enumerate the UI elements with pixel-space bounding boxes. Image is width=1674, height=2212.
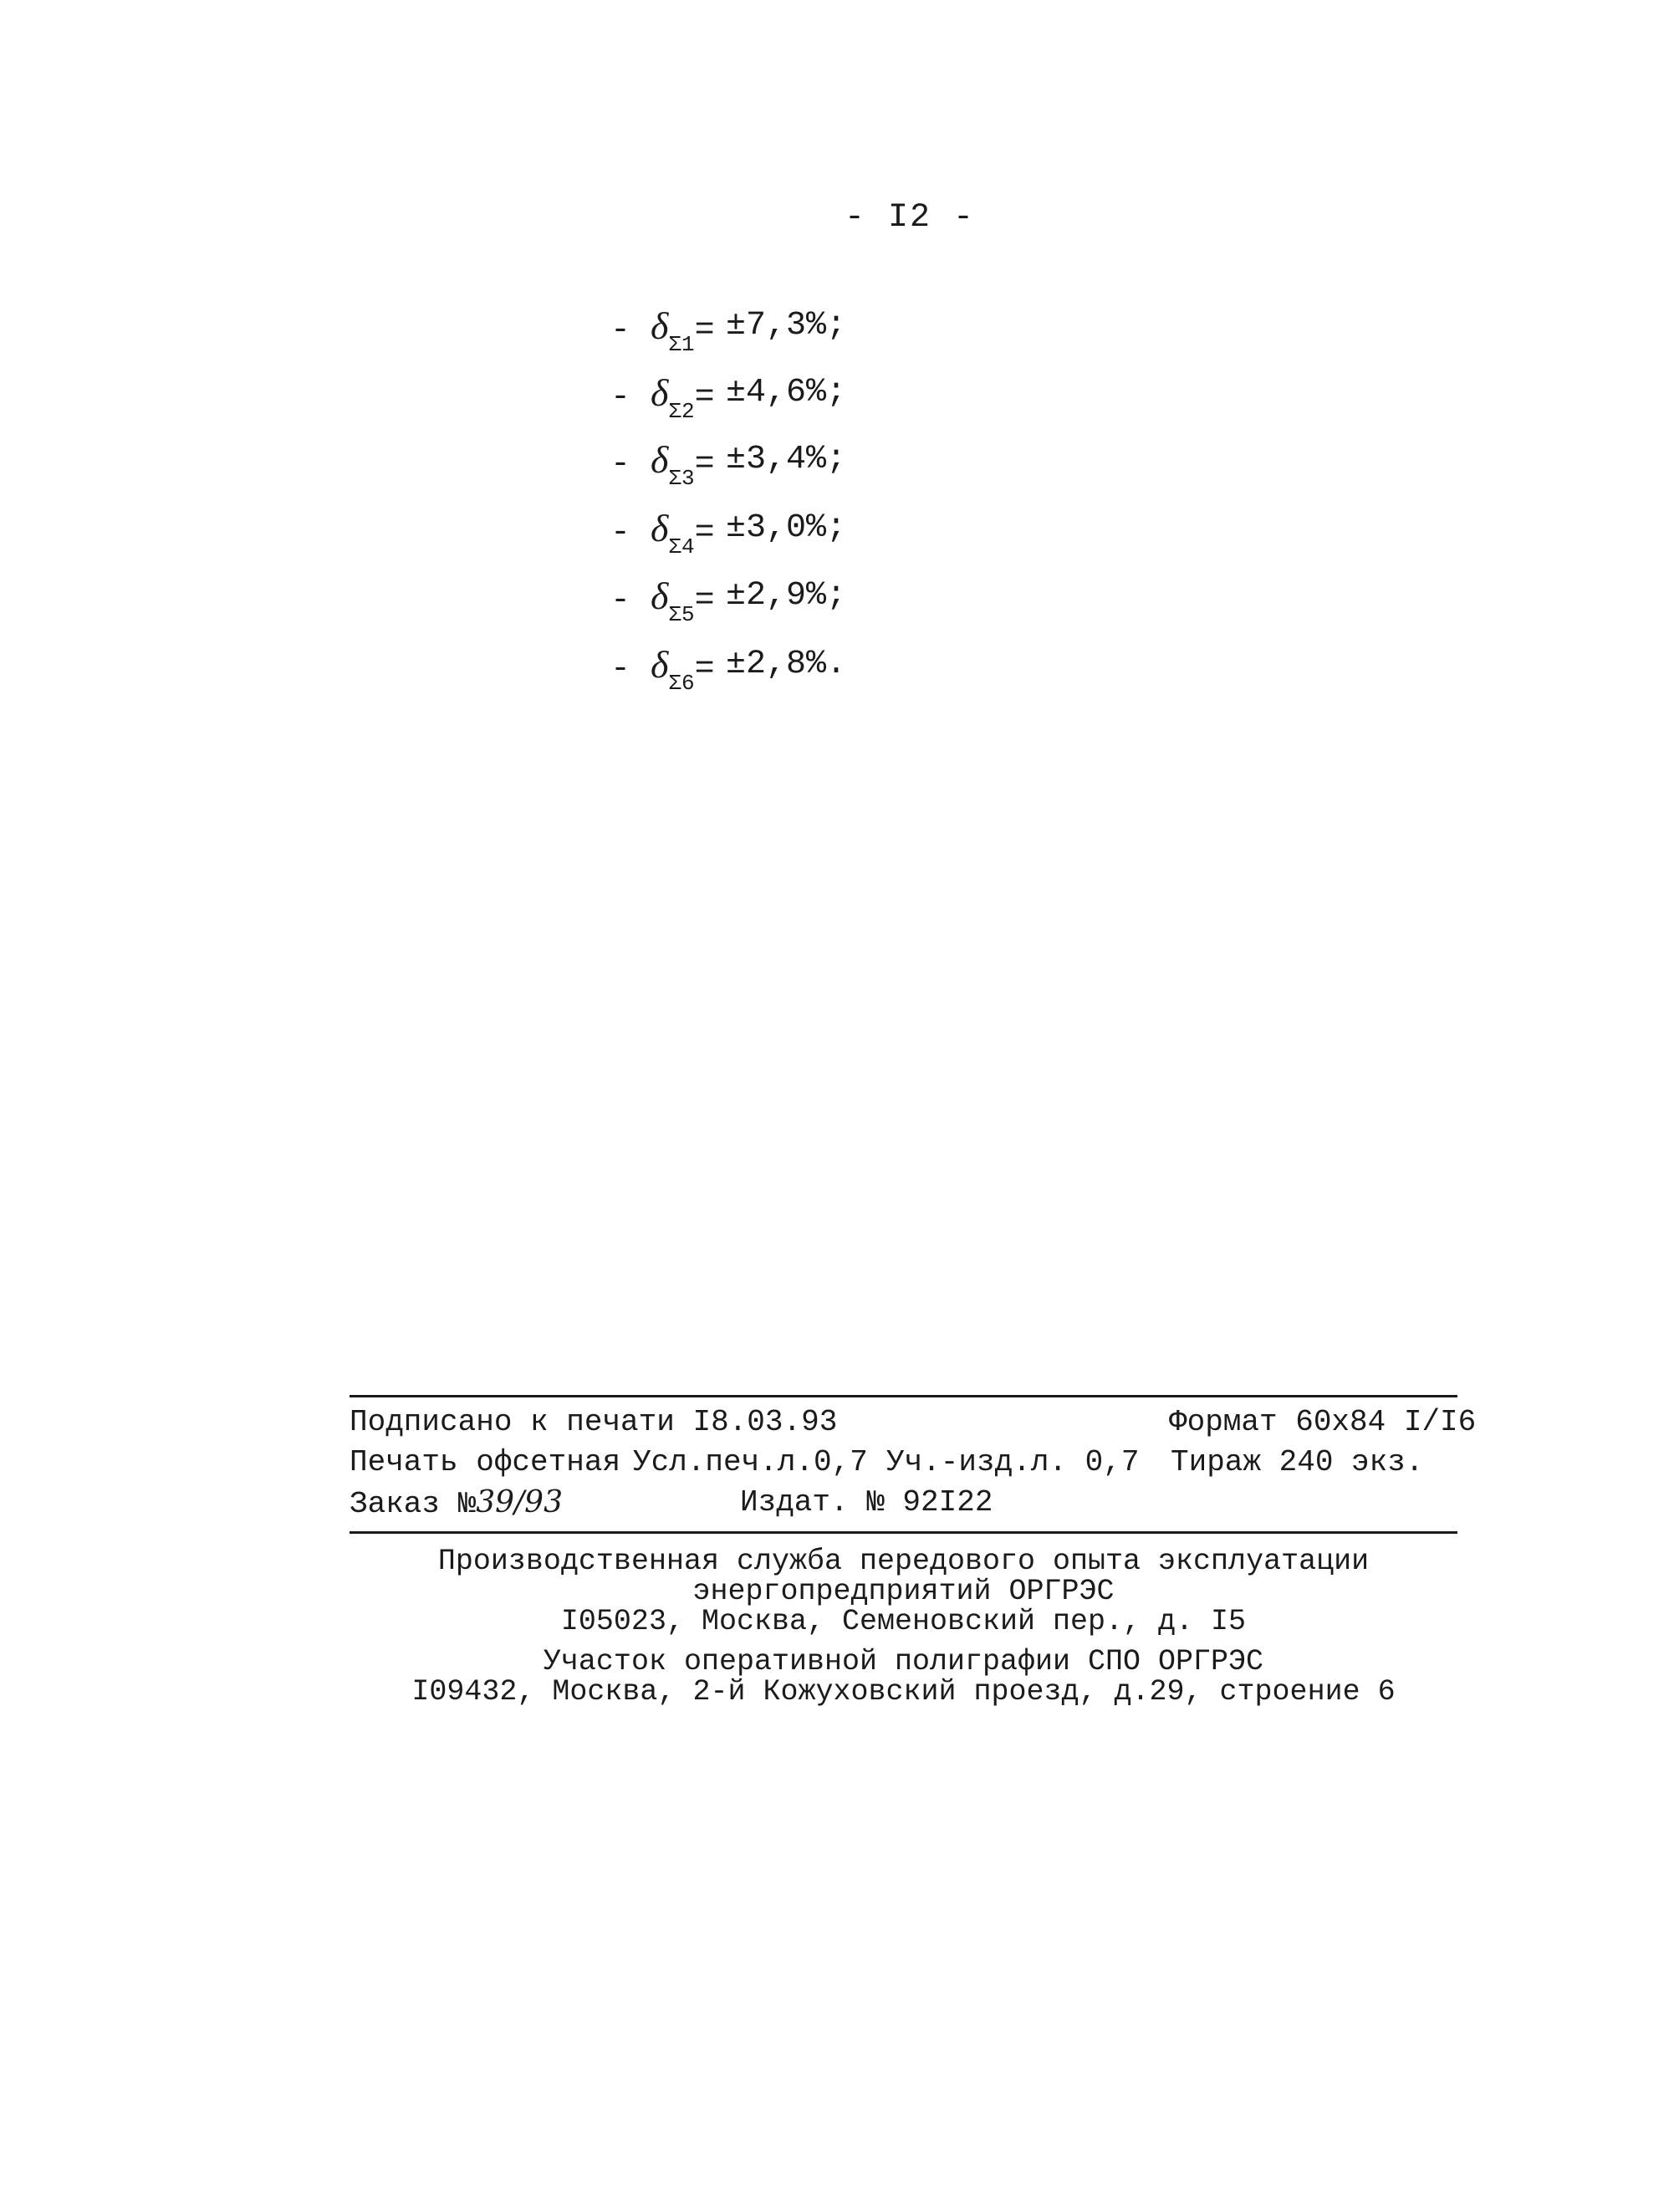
error-symbol: - $\delta_{\Sigma 6}=$: [610, 643, 715, 696]
formula-row: [0, 427, 920, 493]
error-symbol: - $\delta_{\Sigma 4}=$: [610, 507, 715, 559]
printing-unit-address: I09432, Москва, 2-й Кожуховский проезд, д.29, строение 6: [411, 1675, 1396, 1709]
printed-sheets: Усл.печ.л.0,7: [633, 1445, 868, 1479]
bottom-divider: [350, 1531, 1457, 1534]
error-value: ±3,4%;: [726, 441, 847, 478]
error-symbol: - $\delta_{\Sigma 3}=$: [610, 438, 715, 491]
top-divider: [350, 1395, 1457, 1397]
error-symbol: - $\delta_{\Sigma 5}=$: [610, 575, 715, 627]
error-value: ±7,3%;: [726, 307, 847, 345]
order-number: Заказ №39/93: [350, 1485, 563, 1521]
formula-row: [0, 631, 920, 698]
formula-row: [0, 563, 920, 630]
order-number-handwritten: 39/93: [476, 1485, 563, 1520]
print-type: Печать офсетная: [350, 1445, 621, 1479]
publisher-name: Производственная служба передового опыта эксплуатации: [437, 1545, 1370, 1578]
error-value: ±4,6%;: [726, 374, 847, 411]
signed-date: Подписано к печати I8.03.93: [350, 1405, 838, 1439]
formula-row: [0, 360, 920, 427]
formula-row: [0, 293, 920, 360]
print-run: Тираж 240 экз.: [1171, 1445, 1424, 1479]
error-symbol: - $\delta_{\Sigma 1}=$: [610, 304, 715, 357]
publisher-address: I05023, Москва, Семеновский пер., д. I5: [560, 1605, 1247, 1638]
error-symbol: - $\delta_{\Sigma 2}=$: [610, 371, 715, 424]
formula-row: [0, 495, 920, 562]
publisher-name-cont: энергопредприятий ОРГРЭС: [692, 1575, 1115, 1608]
publisher-sheets: Уч.-изд.л. 0,7: [886, 1445, 1140, 1479]
error-value: ±3,0%;: [726, 509, 847, 547]
error-value: ±2,9%;: [726, 577, 847, 615]
paper-format: Формат 60x84 I/I6: [1169, 1405, 1477, 1439]
error-value: ±2,8%.: [726, 646, 847, 683]
page-number: - I2 -: [845, 199, 976, 237]
publication-number: Издат. № 92I22: [740, 1485, 993, 1520]
printing-unit: Участок оперативной полиграфии СПО ОРГРЭС: [543, 1645, 1264, 1678]
